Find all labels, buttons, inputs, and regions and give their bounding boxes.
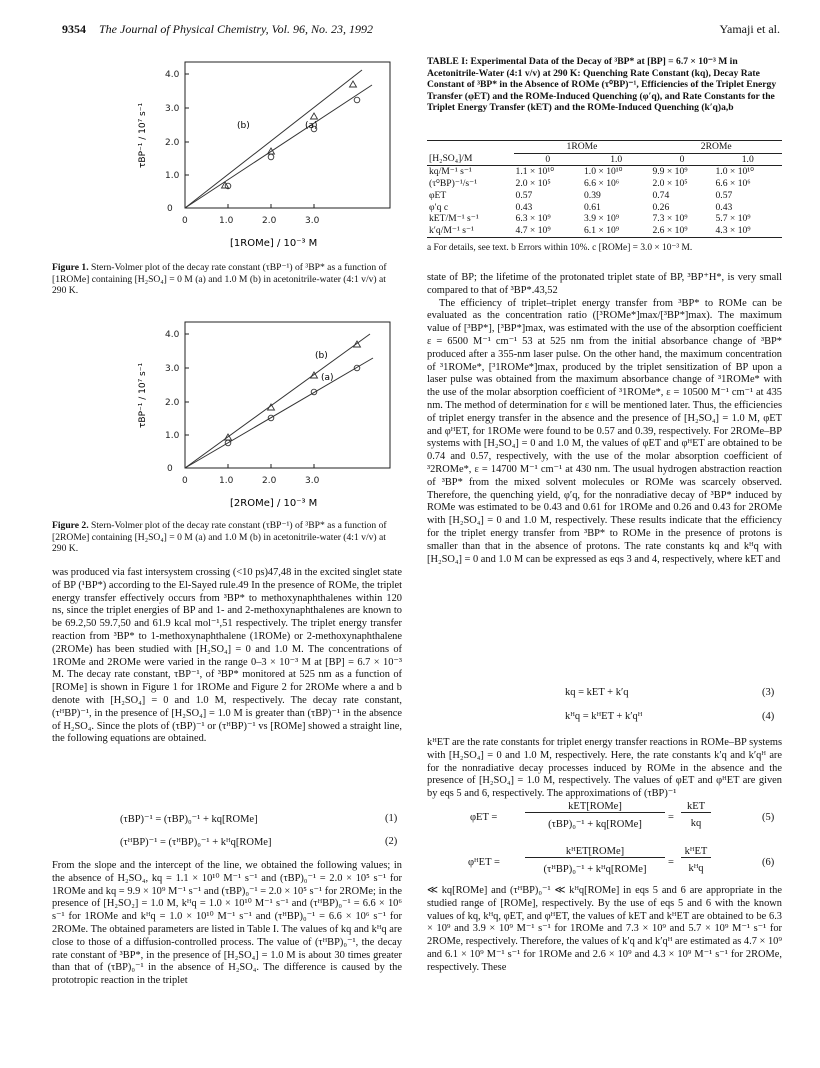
f1-ytick-0: 0	[167, 204, 173, 214]
figure-1-lines	[185, 70, 372, 208]
equation-2-number: (2)	[385, 836, 398, 847]
f2-xlabel: [2ROMe] / 10⁻³ M	[230, 498, 318, 509]
table-cell: 0.57	[515, 189, 533, 201]
f2-ytick-3: 3.0	[165, 364, 180, 374]
equation-5-denominator: (τBP)₀⁻¹ + kq[ROMe]	[548, 819, 642, 830]
f1-ytick-1: 1.0	[165, 171, 180, 181]
right-column-lower	[427, 885, 782, 975]
left-column	[52, 567, 402, 746]
equation-3-number: (3)	[762, 687, 775, 698]
table-col-header: 0	[679, 153, 685, 165]
table-cell: 2.0 × 10⁵	[652, 178, 688, 190]
equation-1-number: (1)	[385, 813, 398, 824]
equation-5-numerator: kET[ROMe]	[525, 801, 665, 813]
equation-6-equals: =	[668, 857, 674, 868]
figure-1-caption-text: Stern-Volmer plot of the decay rate constant (τBP⁻¹) of ³BP* as a function of [1ROMe] containing [H₂SO₄] = 0 M (a) and 1.0 M (b) in acetonitrile-water (4:1 v/v) at 290 K.	[52, 262, 387, 296]
page-number: 9354	[62, 22, 86, 36]
table-cell: 1.0 × 10¹⁰	[584, 166, 623, 178]
table-cell: 4.7 × 10⁹	[515, 224, 551, 236]
right-paragraph-1: state of BP; the lifetime of the protonated triplet state of BP, ³BP⁺H*, is very small compared to that of ³BP*.43,52	[427, 272, 782, 296]
f2-xtick-0: 0	[182, 476, 188, 486]
f2-label-a: (a)	[321, 373, 334, 383]
figure-2-caption	[52, 520, 402, 555]
table-col-header: 0	[545, 153, 551, 165]
table-title: TABLE I: Experimental Data of the Decay of ³BP* at [BP] = 6.7 × 10⁻³ M in Acetonitrile-Water (4:1 v/v) at 290 K: Quenching Rate Constant (kq), Decay Rate Constant of ³BP* in the Absence of ROMe (τ⁰BP)⁻¹, Efficiencies of the Triplet Energy Transfer (φET) and the ROMe-Induced Quenching (φ′q), and Rate Constants for the Triplet Energy Transfer (kET) and the ROMe-Induced Quenching (k′q)a,b	[427, 56, 777, 113]
header-authors: Yamaji et al.	[719, 22, 780, 36]
table-col-label: [H₂SO₄]/M	[429, 153, 473, 165]
right-column-middle	[427, 737, 782, 801]
journal-citation: The Journal of Physical Chemistry, Vol. 96, No. 23, 1992	[99, 22, 373, 36]
table-row	[427, 225, 782, 237]
table-cell: 0.26	[652, 201, 670, 213]
table-row	[427, 190, 782, 202]
f2-ytick-1: 1.0	[165, 431, 180, 441]
table-1	[427, 140, 782, 238]
f1-ytick-4: 4.0	[165, 70, 180, 80]
equation-3: kq = kET + k′q	[565, 687, 629, 698]
equation-6-rhs-denominator: kᴴq	[688, 863, 704, 874]
f2-xtick-1: 1.0	[219, 476, 234, 486]
table-cell: 0.43	[715, 201, 733, 213]
equation-5-equals: =	[668, 812, 674, 823]
right-paragraph-3: kᴴET are the rate constants for triplet energy transfer reactions in ROMe–BP systems with [H₂SO₄] = 0 and 1.0 M, respectively. Here, the rate constants k′q and k′qᴴ are for the nonradiative decay processes induced by ROMe in the absence and the presence of [H₂SO₄] = 1.0 M, respectively. The values of φET and φᴴET are given by eqs 5 and 6, respectively. The approximations of (τBP)⁻¹	[427, 737, 782, 800]
f1-xtick-3: 3.0	[305, 216, 320, 226]
f1-xtick-0: 0	[182, 216, 188, 226]
table-footnote: a For details, see text. b Errors within 10%. c [ROMe] = 3.0 × 10⁻³ M.	[427, 243, 693, 253]
table-cell: 5.7 × 10⁹	[715, 213, 751, 225]
right-paragraph-2: The efficiency of triplet–triplet energy transfer from ³BP* to ROMe can be evaluated as the concentration ratio ([³ROMe*]max/[³BP*]max). The maximum value of [³BP*], [³BP*]max, was estimated with the use of the absorption coefficient ε = 6500 M⁻¹ cm⁻¹ 53 at 525 nm from the initial absorbance change of ³BP* produced after a 355-nm laser pulse. On the other hand, the maximum concentration of ³1ROMe*, [³1ROMe*]max, produced by the triplet sensitization of BP upon a laser pulse was obtained from the maximum absorbance change of ³1ROMe* with the use of the molar absorption coefficient of ³1ROMe*, ε = 10500 M⁻¹ cm⁻¹ at 435 nm. The method of determination for ε will be mentioned later. Thus, the efficiencies of triplet energy transfer in the absence and the presence of [H₂SO₄] = 1.0 M, φET and φᴴET, for 1ROMe were found to be 0.57 and 0.39, respectively. For 2ROMe–BP systems with [H₂SO₄] = 0 and 1.0 M, the values of φET and φᴴET are obtained to be 0.74 and 0.57, respectively, with the use of the molar absorption coefficient of ³2ROMe*, ε = 14700 M⁻¹ cm⁻¹ at 430 nm. The usual hydrogen abstraction reaction of ³BP* from the mixed solvent molecules or ROMe was scarcely observed. Therefore, the quenching yield, φ′q, for the nonradiative decay of ³BP* induced by ROMe was estimated to be 0.43 and 0.61 for 1ROMe and 0.26 and 0.43 for 2ROMe with [H₂SO₄] = 0 and 1.0 M, respectively. These results indicate that the efficiency for the triplet energy transfer from ³BP* to ROMe in the presence of protons is smaller than that in the absence of protons. The rate constants kq and kᴴq with [H₂SO₄] = 0 and 1.0 M can be expressed as eqs 3 and 4, respectively, where kET and	[427, 297, 782, 565]
equation-6-numerator: kᴴET[ROMe]	[525, 846, 665, 858]
table-cell: 6.3 × 10⁹	[515, 213, 551, 225]
f1-xtick-1: 1.0	[219, 216, 234, 226]
f2-ytick-4: 4.0	[165, 330, 180, 340]
left-paragraph-2: From the slope and the intercept of the line, we obtained the following values; in the absence of H₂SO₄, kq = 1.1 × 10¹⁰ M⁻¹ s⁻¹ and (τBP)₀⁻¹ = 2.0 × 10⁵ s⁻¹ for 1ROMe and kq = 9.9 × 10⁹ M⁻¹ s⁻¹ and (τBP)₀⁻¹ = 2.0 × 10⁵ s⁻¹ for 2ROMe; in the presence of [H₂SO₂] = 1.0 M, kᴴq = 1.0 × 10¹⁰ M⁻¹ s⁻¹ and (τᴴBP)₀⁻¹ = 6.6 × 10⁶ s⁻¹ for 1ROMe and kᴴq = 1.0 × 10¹⁰ M⁻¹ s⁻¹ and (τᴴBP)₀⁻¹ = 6.6 × 10⁶ s⁻¹ for 2ROMe. The obtained parameters are listed in Table I. The values of kq and kᴴq are close to those of a diffusion-controlled process. The value of (τᴴBP)₀⁻¹, the decay rate constant of ³BP*, in the presence of [H₂SO₄] = 1.0 M is about 30 times greater than that of (τBP)₀⁻¹ in the absence of H₂SO₄. The difference is caused by the prototropic reaction in the triplet	[52, 860, 402, 987]
equation-2: (τᴴBP)⁻¹ = (τᴴBP)₀⁻¹ + kᴴq[ROMe]	[120, 837, 272, 848]
figure-1-caption	[52, 262, 402, 297]
figure-1-points-a	[225, 97, 360, 189]
equation-6-number: (6)	[762, 857, 775, 868]
header-left	[62, 22, 373, 37]
f1-xlabel: [1ROMe] / 10⁻³ M	[230, 238, 318, 249]
f2-xtick-2: 2.0	[262, 476, 277, 486]
f2-xtick-3: 3.0	[305, 476, 320, 486]
f1-ytick-3: 3.0	[165, 104, 180, 114]
equation-6-lhs: φᴴET =	[468, 857, 500, 868]
f2-ytick-0: 0	[167, 464, 173, 474]
figure-1-tick-labels	[165, 70, 320, 226]
table-cell: 6.1 × 10⁹	[584, 224, 620, 236]
f2-ylabel: τBP⁻¹ / 10⁷ s⁻¹	[138, 362, 148, 428]
table-cell: 2.0 × 10⁵	[515, 178, 551, 190]
right-paragraph-4: ≪ kq[ROMe] and (τᴴBP)₀⁻¹ ≪ kᴴq[ROMe] in eqs 5 and 6 are appropriate in the studied range of [ROMe], respectively. By the use of eqs 5 and 6 with the known values of kq, kᴴq, φET, and φᴴET, the values of kET and kᴴET are obtained to be 6.3 × 10⁹ and 3.9 × 10⁹ M⁻¹ s⁻¹ for 1ROMe and 7.3 × 10⁹ and 5.7 × 10⁹ M⁻¹ s⁻¹ for 2ROMe, respectively. Therefore, the values of k′q and k′qᴴ are estimated as 4.7 × 10⁹ and 6.1 × 10⁹ M⁻¹ s⁻¹ for 1ROMe and 2.6 × 10⁹ and 4.3 × 10⁹ M⁻¹ s⁻¹ for 2ROMe, respectively. These	[427, 885, 782, 973]
equation-5-number: (5)	[762, 812, 775, 823]
table-cell: 0.39	[584, 189, 601, 201]
figure-2-tick-labels	[165, 330, 320, 486]
table-row-label: k′q/M⁻¹ s⁻¹	[429, 224, 474, 236]
table-cell: 7.3 × 10⁹	[652, 213, 688, 225]
f2-line-b	[185, 334, 370, 468]
table-cell: 0.43	[515, 201, 533, 213]
f1-line-a	[185, 85, 372, 208]
table-row-label: (τ⁰BP)⁻¹/s⁻¹	[429, 178, 478, 190]
f1-label-b: (b)	[237, 121, 250, 131]
figure-1-axes	[185, 62, 390, 208]
table-row-label: kET/M⁻¹ s⁻¹	[429, 213, 479, 225]
table-row	[427, 166, 782, 178]
f1-label-a: (a)	[305, 121, 318, 131]
table-cell: 0.74	[652, 189, 670, 201]
table-row-label: φ′q c	[429, 201, 449, 213]
table-group-2rome: 2ROMe	[650, 141, 782, 154]
figure-2-caption-text: Stern-Volmer plot of the decay rate constant (τBP⁻¹) of ³BP* as a function of [2ROMe] containing [H₂SO₄] = 0 M (a) and 1.0 M (b) in acetonitrile-water (4:1 v/v) at 290 K.	[52, 520, 387, 554]
table-cell: 3.9 × 10⁹	[584, 213, 620, 225]
figure-1-points-b	[222, 81, 357, 188]
equation-4: kᴴq = kᴴET + k′qᴴ	[565, 711, 643, 722]
left-paragraph-1: was produced via fast intersystem crossing (<10 ps)47,48 in the excited singlet state of BP (¹BP*) according to the El-Sayed rule.49 In the presence of ROMe, the triplet energy transfer effectively occurs from ³BP* to methoxynaphthalenes within 120 ns, since the triplet energies of BP and 1- and 2-methoxynaphthalenes are known to be 69.2,50 59.7,50 and 61.9 kcal mol⁻¹,51 respectively. The triplet energy transfer reaction from ³BP* to 1-methoxynaphthalene (1ROMe) or 2-methoxynaphthalene (2ROMe) has been studied with [H₂SO₄] = 0 and 1.0 M. The concentrations of 1ROMe and 2ROMe were varied in the range 0–3 × 10⁻³ M at [BP] = 6.7 × 10⁻³ M. The decay rate constant, τBP⁻¹, of ³BP* monitored at 525 nm as a function of [ROMe] is shown in Figure 1 for 1ROMe and Figure 2 for 2ROMe where a and b denote with [H₂SO₄] = 0 and 1.0 M, respectively. The decay rate constant, (τᴴBP)⁻¹, in the presence of [H₂SO₄] = 1.0 M is greater than (τBP)⁻¹ in the absence of H₂SO₄. Since the plots of (τBP)⁻¹ or (τᴴBP)⁻¹ vs [ROMe] showed a straight line, the following equations are obtained.	[52, 567, 402, 745]
figure-1-caption-label: Figure 1.	[52, 262, 89, 273]
f1-ylabel: τBP⁻¹ / 10⁷ s⁻¹	[138, 102, 148, 168]
table-cell: 1.1 × 10¹⁰	[515, 166, 555, 178]
f1-ytick-2: 2.0	[165, 138, 180, 148]
table-col-header: 1.0	[741, 153, 754, 165]
table-cell: 0.57	[715, 189, 733, 201]
table-col-header: 1.0	[610, 153, 623, 165]
equation-4-number: (4)	[762, 711, 775, 722]
equation-5-lhs: φET =	[470, 812, 498, 823]
table-cell: 6.6 × 10⁶	[715, 178, 751, 190]
left-column-lower	[52, 860, 402, 988]
table-cell: 9.9 × 10⁹	[652, 166, 688, 178]
table-row	[427, 213, 782, 225]
right-column	[427, 272, 782, 566]
figure-2-caption-label: Figure 2.	[52, 520, 89, 531]
f2-label-b: (b)	[315, 351, 328, 361]
figure-2-lines	[185, 334, 373, 468]
f1-xtick-2: 2.0	[262, 216, 277, 226]
figure-2-plot	[115, 318, 400, 518]
table-cell: 1.0 × 10¹⁰	[715, 166, 755, 178]
equation-6-denominator: (τᴴBP)₀⁻¹ + kᴴq[ROMe]	[543, 864, 647, 875]
equation-5-rhs-denominator: kq	[690, 818, 702, 829]
table-row-label: kq/M⁻¹ s⁻¹	[429, 166, 472, 178]
table-group-1rome: 1ROMe	[514, 141, 651, 154]
table-row-label: φET	[429, 189, 447, 201]
table-cell: 6.6 × 10⁶	[584, 178, 620, 190]
equation-5-rhs-numerator: kET	[681, 801, 711, 813]
f1-line-b	[185, 70, 362, 208]
equation-6-rhs-numerator: kᴴET	[681, 846, 711, 858]
table-cell: 4.3 × 10⁹	[715, 224, 751, 236]
equation-1: (τBP)⁻¹ = (τBP)₀⁻¹ + kq[ROMe]	[120, 814, 258, 825]
f2-ytick-2: 2.0	[165, 398, 180, 408]
table-row	[427, 178, 782, 190]
table-cell: 2.6 × 10⁹	[652, 224, 688, 236]
f2-line-a	[185, 358, 373, 468]
figure-1-plot	[115, 58, 400, 258]
table-cell: 0.61	[584, 201, 601, 213]
table-row	[427, 202, 782, 214]
